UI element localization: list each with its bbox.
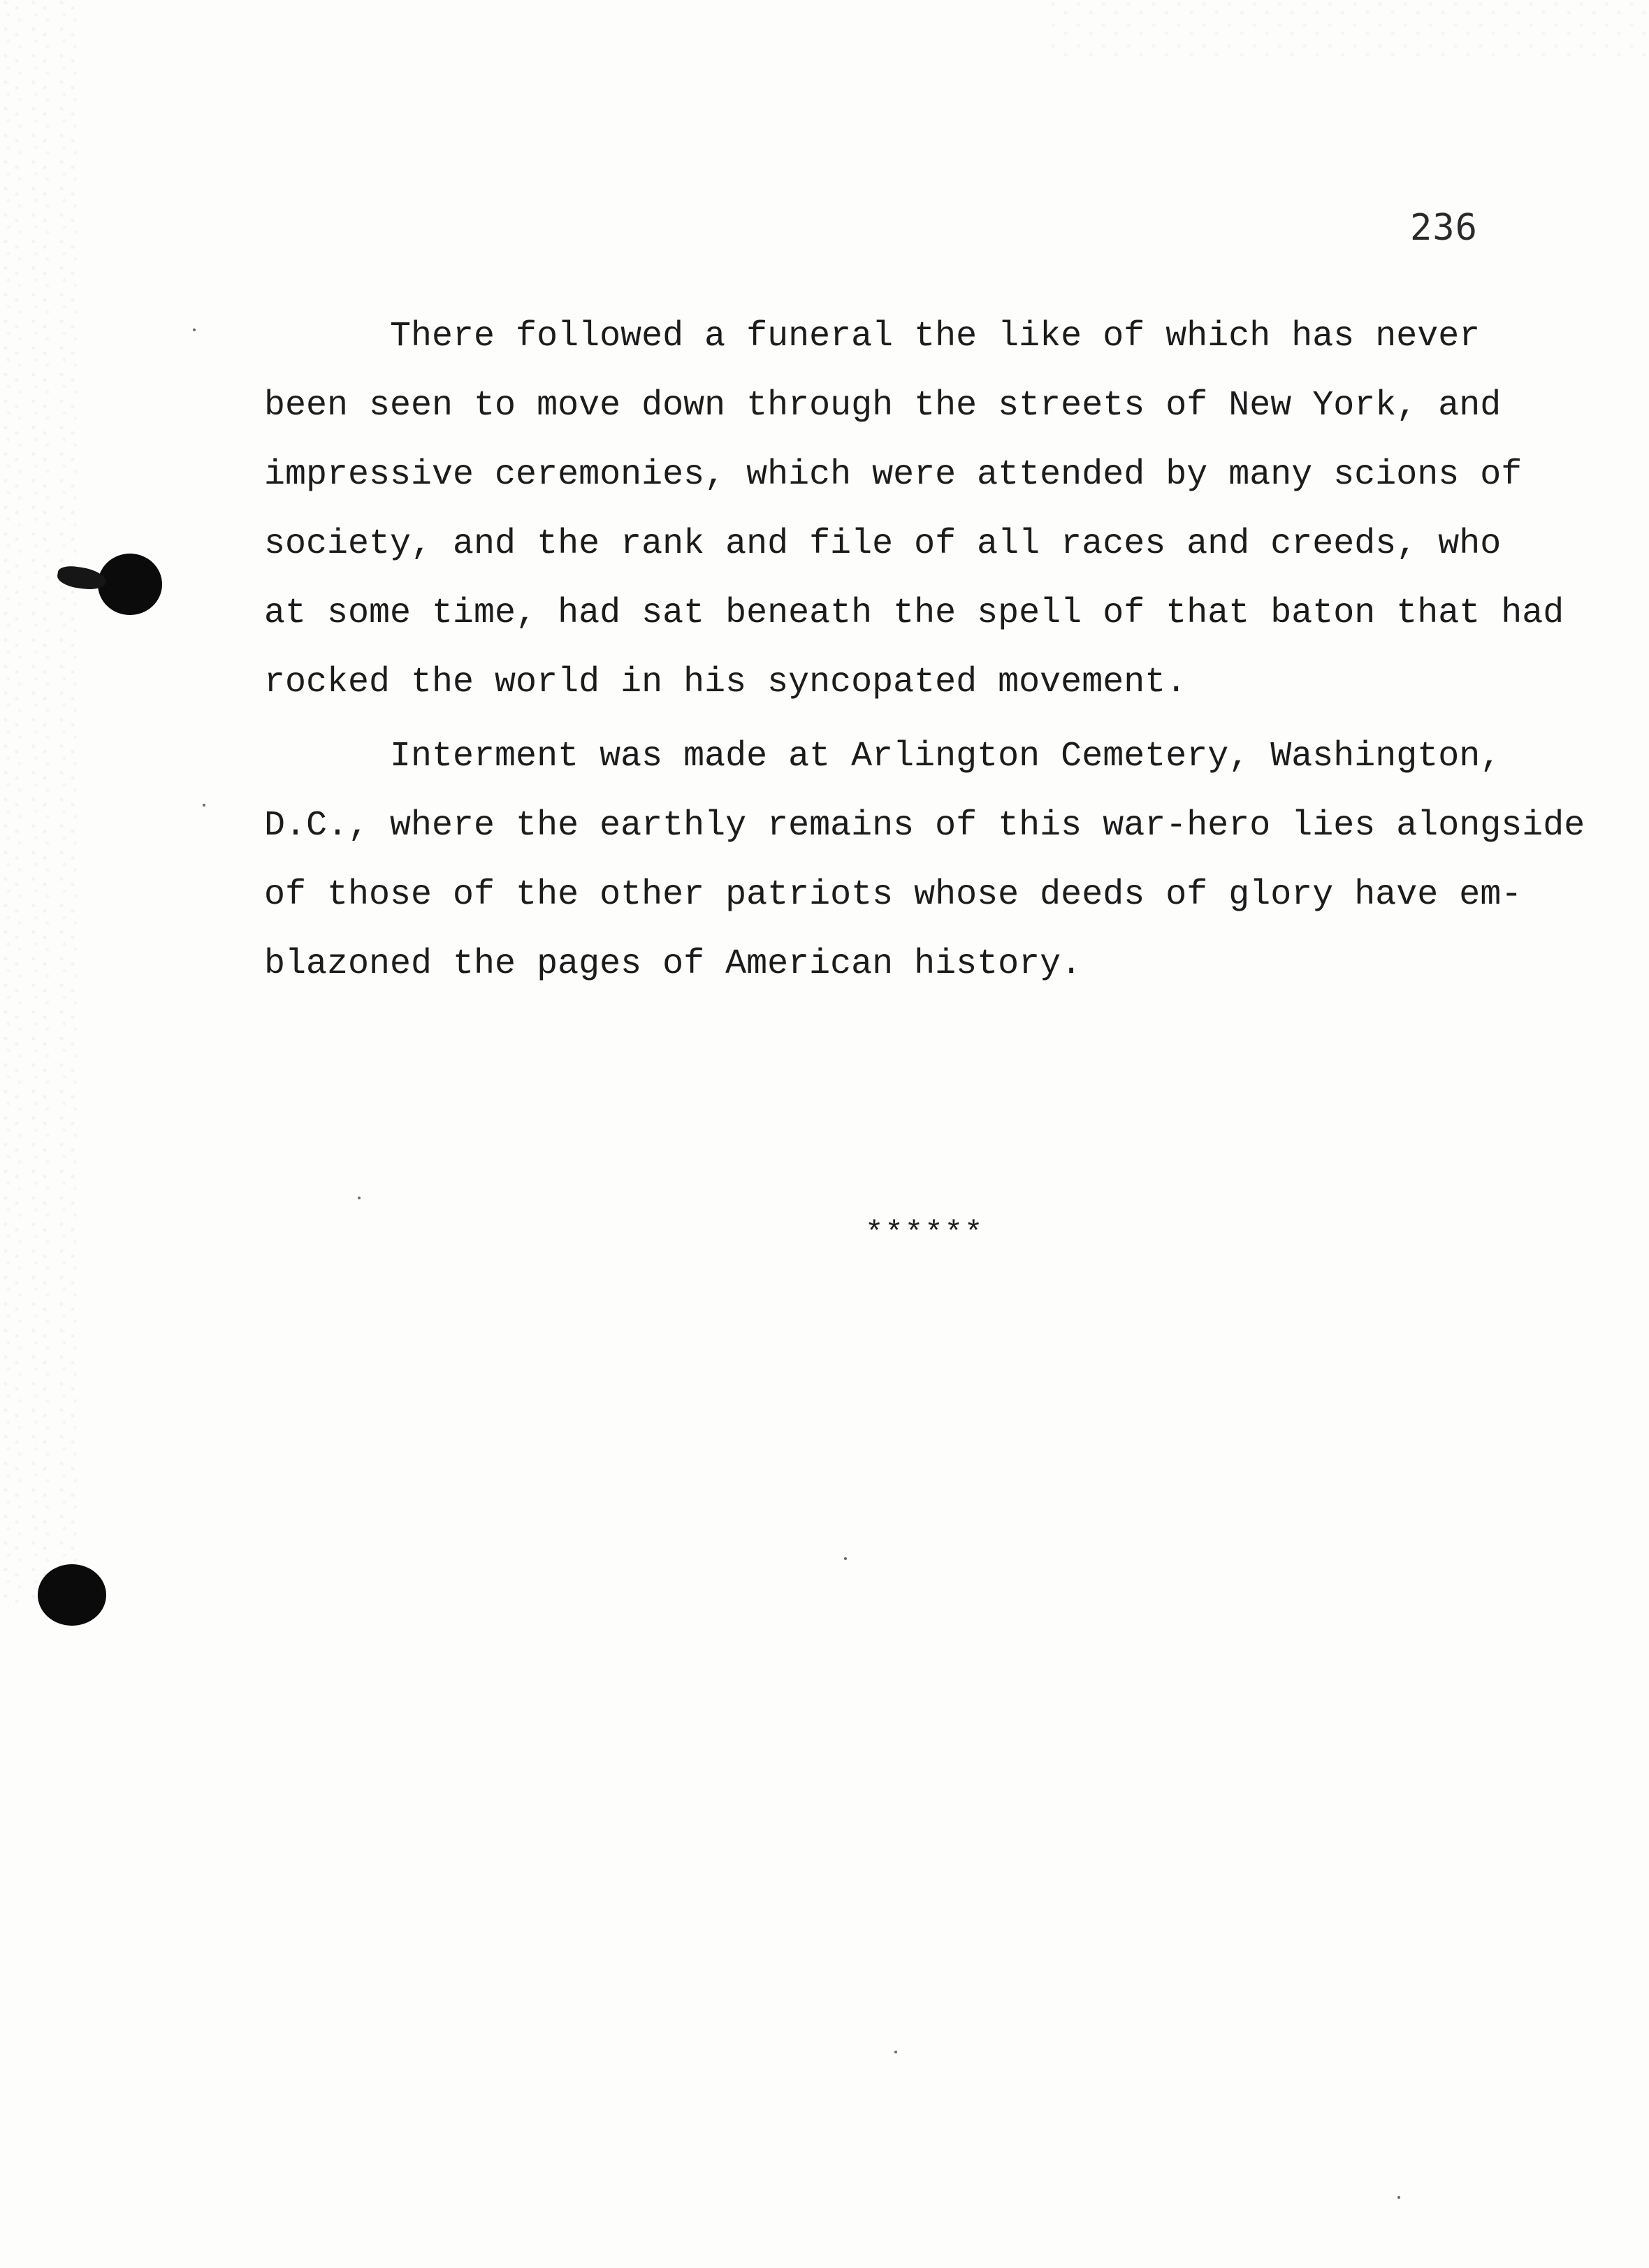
punch-hole-upper (98, 554, 162, 615)
scan-speck (894, 2051, 897, 2053)
text-line: impressive ceremonies, which were attended by many scions of (264, 455, 1523, 495)
text-line: of those of the other patriots whose deeds of glory have em- (264, 875, 1523, 915)
scan-noise-top (1048, 0, 1649, 63)
scan-speck (203, 804, 205, 807)
text-line: There followed a funeral the like of which has never (264, 317, 1481, 356)
paragraph-funeral (264, 302, 1585, 717)
text-line: rocked the world in his syncopated movement. (264, 663, 1187, 702)
scan-speck (1397, 2196, 1400, 2199)
text-line: Interment was made at Arlington Cemetery, Washington, (264, 737, 1502, 777)
scan-speck (193, 328, 196, 331)
page-number: 236 (1410, 207, 1478, 249)
text-line: been seen to move down through the streets of New York, and (264, 386, 1502, 426)
paragraph-interment (264, 722, 1585, 999)
scan-noise-left (0, 0, 77, 1608)
scan-speck (844, 1557, 847, 1560)
text-line: blazoned the pages of American history. (264, 944, 1082, 984)
text-line: D.C., where the earthly remains of this war-hero lies alongside (264, 806, 1585, 846)
punch-hole-lower (38, 1564, 106, 1626)
text-line: at some time, had sat beneath the spell of that baton that had (264, 593, 1564, 633)
text-line: society, and the rank and file of all races and creeds, who (264, 524, 1502, 564)
section-end-ornament: ****** (865, 1216, 985, 1251)
scan-speck (358, 1197, 361, 1199)
